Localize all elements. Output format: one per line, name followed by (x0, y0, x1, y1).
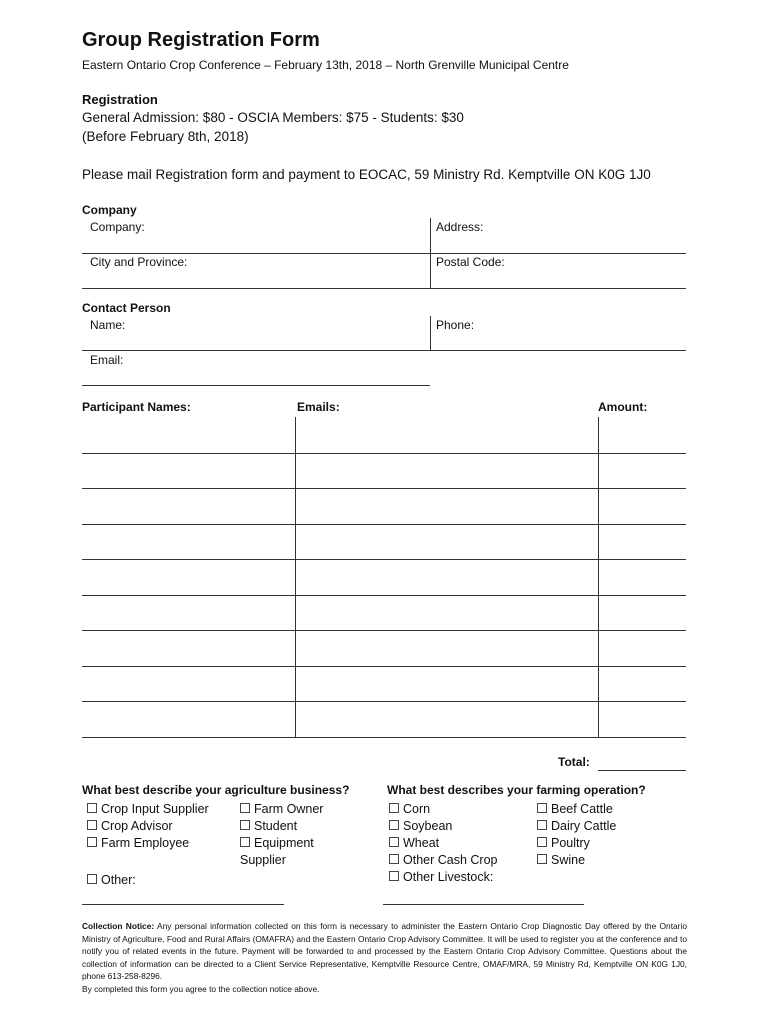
collection-notice (82, 920, 687, 996)
company-field[interactable]: Company: (90, 220, 145, 234)
operation-col-2 (537, 801, 616, 869)
table-row[interactable] (82, 701, 686, 702)
business-question-heading: What best describe your agriculture business? (82, 783, 350, 797)
table-row[interactable] (82, 666, 686, 667)
checkbox-icon (537, 837, 547, 847)
operation-question-heading: What best describes your farming operation? (387, 783, 646, 797)
table-row[interactable] (82, 488, 686, 489)
participant-names-header: Participant Names: (82, 400, 191, 414)
contact-line-1 (82, 350, 686, 351)
checkbox-other-livestock[interactable]: Other Livestock: (389, 869, 497, 886)
checkbox-crop-advisor[interactable]: Crop Advisor (87, 818, 209, 835)
equipment-supplier-label: Supplier (240, 852, 286, 867)
checkbox-corn[interactable]: Corn (389, 801, 497, 818)
mail-instructions: Please mail Registration form and payment to EOCAC, 59 Ministry Rd. Kemptville ON K0G 1J0 (82, 167, 651, 182)
table-row[interactable] (82, 524, 686, 525)
checkbox-icon (389, 803, 399, 813)
table-row[interactable] (82, 737, 686, 738)
business-col-1 (87, 801, 209, 852)
city-province-field[interactable]: City and Province: (90, 255, 188, 269)
company-line-1 (82, 253, 686, 254)
checkbox-icon (240, 837, 250, 847)
checkbox-icon (537, 803, 547, 813)
checkbox-equipment-supplier[interactable]: Equipment (240, 835, 323, 852)
checkbox-icon (87, 874, 97, 884)
operation-col-1 (389, 801, 497, 885)
checkbox-icon (87, 803, 97, 813)
emails-header: Emails: (297, 400, 340, 414)
checkbox-icon (389, 854, 399, 864)
table-column-divider (598, 417, 599, 737)
checkbox-farm-owner[interactable]: Farm Owner (240, 801, 323, 818)
checkbox-icon (389, 820, 399, 830)
checkbox-soybean[interactable]: Soybean (389, 818, 497, 835)
other-business-line[interactable] (82, 904, 284, 905)
checkbox-poultry[interactable]: Poultry (537, 835, 616, 852)
email-line (82, 385, 430, 386)
postal-code-field[interactable]: Postal Code: (436, 255, 505, 269)
page-title: Group Registration Form (82, 29, 320, 51)
notice-agreement: By completed this form you agree to the collection notice above. (82, 984, 320, 995)
checkbox-wheat[interactable]: Wheat (389, 835, 497, 852)
checkbox-swine[interactable]: Swine (537, 852, 616, 869)
registration-deadline: (Before February 8th, 2018) (82, 129, 249, 144)
table-column-divider (295, 417, 296, 737)
checkbox-dairy-cattle[interactable]: Dairy Cattle (537, 818, 616, 835)
amount-header: Amount: (598, 400, 648, 414)
table-row[interactable] (82, 595, 686, 596)
checkbox-icon (240, 803, 250, 813)
other-livestock-line[interactable] (383, 904, 584, 905)
checkbox-beef-cattle[interactable]: Beef Cattle (537, 801, 616, 818)
phone-field[interactable]: Phone: (436, 318, 475, 332)
checkbox-student[interactable]: Student (240, 818, 323, 835)
name-field[interactable]: Name: (90, 318, 126, 332)
checkbox-other-cash-crop[interactable]: Other Cash Crop (389, 852, 497, 869)
table-row[interactable] (82, 630, 686, 631)
checkbox-icon (87, 820, 97, 830)
checkbox-farm-employee[interactable]: Farm Employee (87, 835, 209, 852)
registration-heading: Registration (82, 92, 158, 107)
checkbox-icon (389, 871, 399, 881)
contact-divider (430, 316, 431, 351)
notice-text: Any personal information collected on this form is necessary to administer the Eastern Ontario Crop Diagnostic Day offered by the Ontario Ministry of Agriculture, Food and Rural Affairs (OMAFRA) and the Eastern Ontario Crop Advisory Committee. It will be used to register you at the conference and to notify you of related events in the future. Payment will be forwarded to and processed by the Eastern Ontario Crop Advisory Committee. Questions about the collection of information can be directed to a Client Service Representative, Kemptville Resource Centre, OMAF/MRA, 59 Ministry Rd, Kemptville ON K0G 1J0, phone 613-258-8296. (82, 921, 687, 982)
checkbox-icon (537, 820, 547, 830)
table-row[interactable] (82, 559, 686, 560)
business-col-2 (240, 801, 323, 869)
checkbox-crop-input-supplier[interactable]: Crop Input Supplier (87, 801, 209, 818)
checkbox-icon (389, 837, 399, 847)
company-line-2 (82, 288, 686, 289)
contact-heading: Contact Person (82, 301, 171, 315)
registration-prices: General Admission: $80 - OSCIA Members: $75 - Students: $30 (82, 110, 464, 125)
notice-label: Collection Notice: (82, 921, 155, 931)
checkbox-icon (240, 820, 250, 830)
total-label: Total: (558, 755, 590, 769)
checkbox-icon (87, 837, 97, 847)
table-row[interactable] (82, 453, 686, 454)
email-field[interactable]: Email: (90, 353, 124, 367)
company-heading: Company (82, 203, 137, 217)
checkbox-other-business[interactable]: Other: (87, 872, 136, 889)
page-subtitle: Eastern Ontario Crop Conference – February 13th, 2018 – North Grenville Municipal Centre (82, 58, 569, 72)
address-field[interactable]: Address: (436, 220, 484, 234)
checkbox-icon (537, 854, 547, 864)
total-field[interactable] (598, 770, 686, 771)
